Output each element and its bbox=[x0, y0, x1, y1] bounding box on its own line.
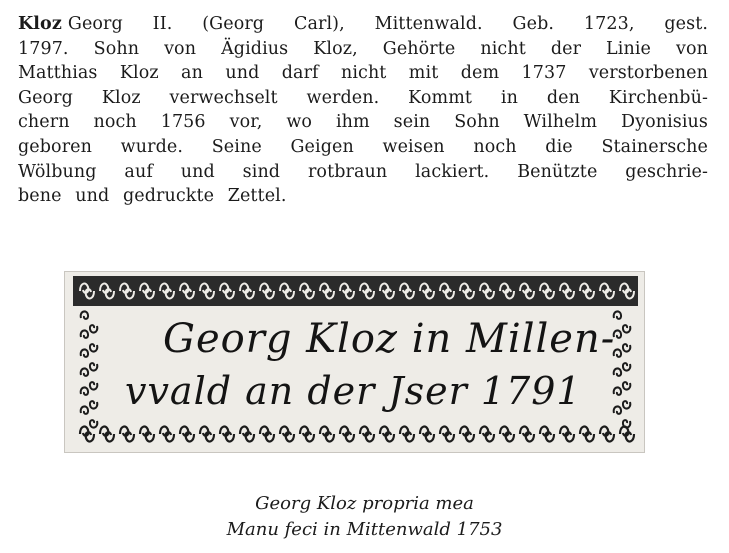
label-line-2: vvald an der Jser 1791 bbox=[125, 369, 582, 413]
label-line-1: Georg Kloz in Millen- bbox=[163, 316, 616, 362]
ornamental-border bbox=[65, 272, 645, 453]
entry-line-5: chern noch 1756 vor, wo ihm sein Sohn Wilhelm Dyonisius bbox=[18, 112, 708, 133]
caption-line-2: Manu feci in Mittenwald 1753 bbox=[226, 519, 503, 540]
entry-headword: Kloz bbox=[18, 14, 62, 34]
entry-line-4: Georg Kloz verwechselt werden. Kommt in den Kirchenbü- bbox=[18, 87, 708, 108]
violin-label-image bbox=[64, 271, 645, 453]
caption-line-1: Georg Kloz propria mea bbox=[255, 493, 474, 514]
entry-line-2: 1797. Sohn von Ägidius Kloz, Gehörte nicht der Linie von bbox=[18, 38, 708, 59]
entry-line-1-text: Georg II. (Georg Carl), Mittenwald. Geb. 1723, gest. bbox=[67, 14, 708, 34]
entry-line-7: Wölbung auf und sind rotbraun lackiert. Benützte geschrie- bbox=[18, 161, 708, 182]
entry-line-3: Matthias Kloz an und darf nicht mit dem 1737 verstorbenen bbox=[18, 63, 708, 84]
dictionary-entry bbox=[18, 12, 708, 209]
entry-line-1 bbox=[18, 12, 708, 37]
entry-line-6: geboren wurde. Seine Geigen weisen noch die Stainersche bbox=[18, 136, 708, 157]
entry-line-8: bene und gedruckte Zettel. bbox=[18, 186, 287, 207]
